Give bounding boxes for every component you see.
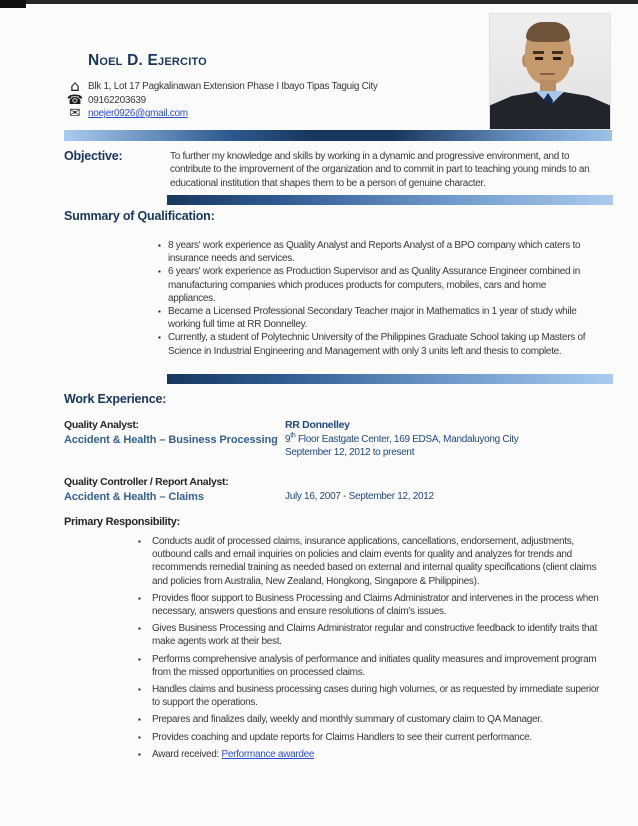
responsibility-item bbox=[136, 622, 604, 648]
photo-eye-left bbox=[535, 57, 543, 60]
photo-brow-right bbox=[552, 51, 563, 54]
bullet-icon: ▪ bbox=[158, 333, 161, 343]
summary-item bbox=[157, 331, 589, 357]
responsibility-text: Provides coaching and update reports for Claims Handlers to see their current performance. bbox=[152, 731, 532, 743]
header-divider-bar bbox=[64, 130, 612, 141]
photo-brow-left bbox=[533, 51, 544, 54]
phone-icon: ☎ bbox=[66, 92, 84, 108]
bullet-icon: ▪ bbox=[158, 307, 161, 317]
page-top-edge bbox=[0, 0, 638, 4]
work-divider-bar bbox=[167, 374, 613, 384]
bullet-icon: ▪ bbox=[158, 241, 161, 250]
award-text: Award received: Performance awardee bbox=[152, 748, 315, 760]
objective-text: To further my knowledge and skills by working in a dynamic and progressive environment, and to contribute to the improvement of the organization and to commit in part to teaching young minds to an educational institution that shapes them to be a person of genuine character. bbox=[170, 151, 590, 189]
summary-item-text: 8 years' work experience as Quality Analyst and Reports Analyst of a BPO company which caters to insurance needs and services. bbox=[168, 240, 581, 265]
bullet-icon: ▪ bbox=[138, 593, 141, 603]
summary-list bbox=[157, 239, 589, 358]
person-name: Noel D. Ejercito bbox=[88, 52, 207, 69]
contact-block bbox=[62, 77, 462, 122]
summary-item bbox=[157, 239, 589, 265]
phone-text: 09162203639 bbox=[88, 94, 146, 106]
responsibility-text: Gives Business Processing and Claims Administrator regular and constructive feedback to identify traits that make agents work at their best. bbox=[152, 623, 598, 648]
bullet-icon: ▪ bbox=[138, 749, 141, 759]
home-icon: ⌂ bbox=[70, 77, 80, 96]
summary-item bbox=[157, 265, 589, 305]
company-address: 9th Floor Eastgate Center, 169 EDSA, Mandaluyong City bbox=[285, 432, 519, 445]
photo-mouth bbox=[540, 73, 555, 75]
bullet-icon: ▪ bbox=[138, 715, 141, 725]
photo-eye-right bbox=[553, 57, 561, 60]
summary-heading: Summary of Qualification: bbox=[64, 209, 215, 223]
address-text: Blk 1, Lot 17 Pagkalinawan Extension Phase I Ibayo Tipas Taguig City bbox=[88, 81, 378, 93]
summary-item-text: 6 years' work experience as Production Supervisor and as Quality Assurance Engineer combined in manufacturing companies which produces products for computers, mobiles, cars and home appliances. bbox=[168, 266, 580, 304]
page-corner-edge bbox=[0, 0, 26, 8]
job-dates: July 16, 2007 - September 12, 2012 bbox=[285, 491, 434, 502]
job-department: Accident & Health – Business Processing bbox=[64, 433, 278, 446]
ordinal-superscript: th bbox=[290, 432, 296, 440]
contact-email-row bbox=[62, 107, 462, 121]
responsibilities-list bbox=[136, 535, 604, 765]
bullet-icon: ▪ bbox=[138, 624, 141, 634]
summary-item bbox=[157, 305, 589, 331]
responsibility-item bbox=[136, 592, 604, 618]
responsibility-text: Conducts audit of processed claims, insurance applications, cancellations, endorsement, adjustments, outbound calls and email inquiries on policies and claim events for quality and analyzes for trends and recommends remedial training as needed based on external and internal quality specifications (client claims and policies from Australia, New Zealand, Hongkong, Singapore & Philippines). bbox=[152, 536, 597, 587]
company-name: RR Donnelley bbox=[285, 419, 350, 431]
email-link[interactable]: noejer0926@gmail.com bbox=[88, 108, 188, 120]
bullet-icon: ▪ bbox=[138, 654, 141, 664]
bullet-icon: ▪ bbox=[158, 267, 161, 277]
work-experience-heading: Work Experience: bbox=[64, 392, 167, 406]
responsibility-item bbox=[136, 713, 604, 726]
award-item bbox=[136, 748, 604, 761]
job-department: Accident & Health – Claims bbox=[64, 490, 204, 503]
responsibility-text: Prepares and finalizes daily, weekly and monthly summary of customary claim to QA Manager. bbox=[152, 714, 543, 726]
responsibility-item bbox=[136, 683, 604, 709]
job-title: Quality Controller / Report Analyst: bbox=[64, 476, 229, 488]
responsibility-item bbox=[136, 731, 604, 744]
responsibilities-heading: Primary Responsibility: bbox=[64, 516, 180, 528]
responsibility-text: Handles claims and business processing cases during high volumes, or as requested by immediate superior to support the operations. bbox=[152, 684, 600, 709]
job-2-title-block bbox=[64, 476, 284, 504]
objective-heading: Objective: bbox=[64, 149, 123, 163]
job-1-company-block bbox=[285, 419, 605, 460]
responsibility-item bbox=[136, 535, 604, 588]
performance-awardee-link[interactable]: Performance awardee bbox=[221, 748, 315, 760]
job-1-title-block bbox=[64, 419, 284, 447]
summary-item-text: Became a Licensed Professional Secondary Teacher major in Mathematics in 1 year of study while working full time at RR Donnelley. bbox=[168, 306, 577, 331]
email-icon: ✉ bbox=[69, 106, 81, 122]
profile-photo bbox=[489, 13, 611, 130]
job-2-dates-block bbox=[285, 490, 605, 504]
summary-item-text: Currently, a student of Polytechnic University of the Philippines Graduate School taking up Masters of Science in Industrial Engineering and Management with only 3 units left and thesis to complete. bbox=[168, 332, 586, 357]
responsibility-text: Performs comprehensive analysis of performance and initiates quality measures and improvement program from the missed opportunities on processed claims. bbox=[152, 653, 597, 678]
summary-divider-bar bbox=[167, 195, 613, 205]
job-dates: September 12, 2012 to present bbox=[285, 447, 415, 458]
contact-phone-row bbox=[62, 94, 462, 108]
job-title: Quality Analyst: bbox=[64, 419, 139, 431]
photo-hair bbox=[526, 22, 570, 42]
bullet-icon: ▪ bbox=[138, 685, 141, 695]
bullet-icon: ▪ bbox=[138, 537, 141, 546]
responsibility-item bbox=[136, 653, 604, 679]
responsibility-text: Provides floor support to Business Processing and Claims Administrator and intervenes in the process when necessary, answers questions and ensure resolutions of claim's issues. bbox=[152, 592, 599, 618]
bullet-icon: ▪ bbox=[138, 732, 141, 742]
contact-address-row bbox=[62, 77, 462, 96]
